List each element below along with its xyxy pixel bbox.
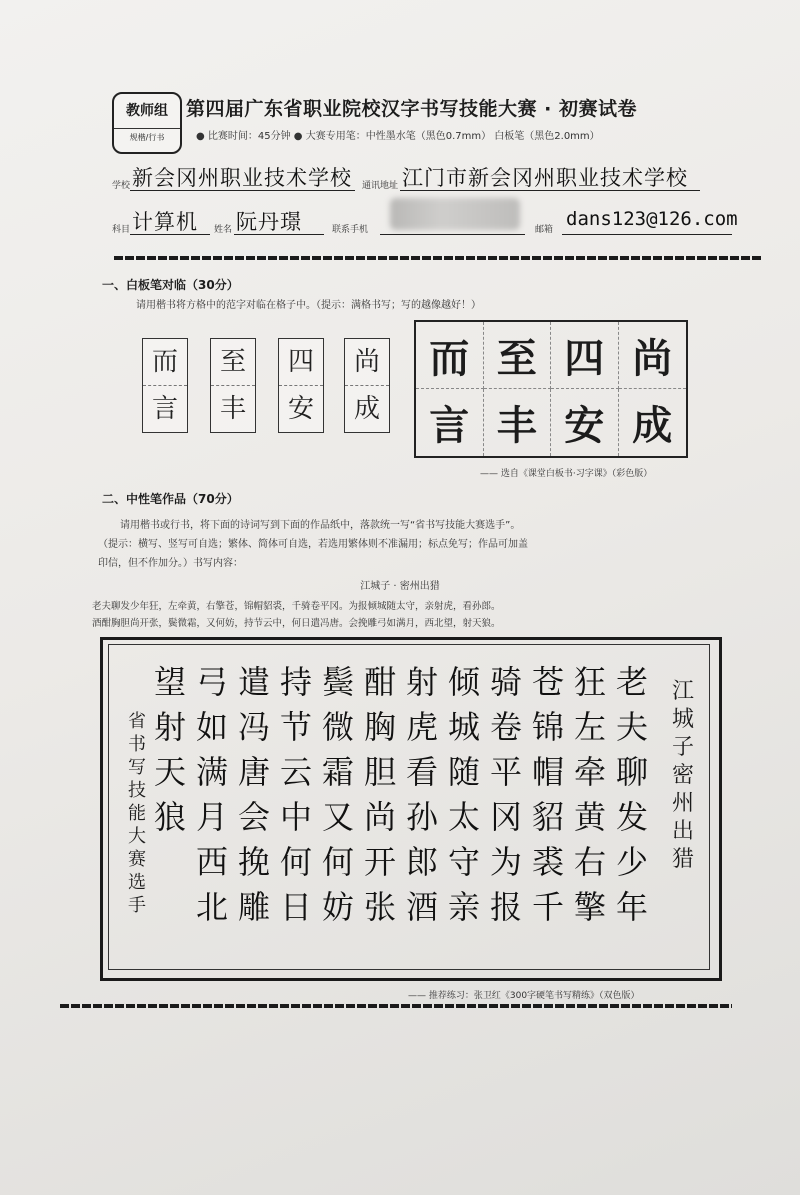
artwork-column [274,660,318,930]
section2-heading: 二、中性笔作品（70分） [102,492,239,506]
artwork-char: 挽 [237,843,270,881]
artwork-char: 孙 [405,798,438,836]
artwork-char: 黄 [573,798,606,836]
artwork-char: 发 [615,798,648,836]
artwork-char: 会 [237,798,270,836]
artwork-char: 月 [195,798,228,836]
artwork-char: 年 [615,888,648,926]
artwork-char: 苍 [531,663,564,701]
artwork-char: 射 [153,708,186,746]
artwork-signature-char: 能 [128,803,146,824]
section1-citation: —— 选自《课堂白板书·习字课》（彩色版） [480,469,653,479]
artwork-char: 遣 [237,663,270,701]
artwork-char: 郎 [405,843,438,881]
model-char: 成 [632,402,673,449]
artwork-char: 何 [279,843,312,881]
artwork-char: 雕 [237,888,270,926]
artwork-char: 妨 [321,888,354,926]
subject-underline [130,234,210,235]
artwork-char: 尚 [363,798,396,836]
model-character-grid [414,320,688,458]
model-char: 言 [416,389,484,456]
subject-value: 计算机 [132,210,198,234]
artwork-signature-char: 选 [128,872,146,893]
name-underline [234,234,324,235]
artwork-char: 节 [279,708,312,746]
artwork-char: 日 [279,888,312,926]
phone-label: 联系手机 [332,225,369,235]
artwork-char: 右 [573,843,606,881]
artwork-signature-char: 写 [128,757,146,778]
artwork-signature-char: 省 [128,711,146,732]
name-value: 阮丹璟 [236,210,302,234]
exam-title: 第四届广东省职业院校汉字书写技能大赛 · 初赛试卷 [186,98,637,120]
artwork-char: 唐 [237,753,270,791]
model-char: 尚 [619,322,687,389]
school-label: 学校 [112,181,131,191]
artwork-char: 望 [153,663,186,701]
artwork-char: 何 [321,843,354,881]
artwork-char: 貂 [531,798,564,836]
artwork-char: 狂 [573,663,606,701]
artwork-title-char: 江 [671,679,694,704]
artwork-char: 云 [279,753,312,791]
artwork-char: 如 [195,708,228,746]
artwork-title-char: 子 [671,735,694,760]
school-value: 新会冈州职业技术学校 [132,166,352,190]
practice-char: 丰 [211,385,255,432]
artwork-column [442,660,486,930]
email-underline [562,234,732,235]
artwork-title-char: 出 [671,819,694,844]
artwork-char: 又 [321,798,354,836]
email-value: dans123@126.com [566,208,738,230]
artwork-signature-char: 技 [128,780,146,801]
artwork-column [190,660,234,930]
artwork-column [358,660,402,930]
artwork-char: 城 [447,708,480,746]
artwork-char: 酒 [405,888,438,926]
artwork-char: 牵 [573,753,606,791]
artwork-char: 胆 [363,753,396,791]
poem-line-2: 酒酣胸胆尚开张，鬓微霜，又何妨，持节云中，何日遣冯唐。会挽雕弓如满月，西北望，射天狼。 [92,618,501,629]
model-char: 丰 [484,389,552,456]
artwork-char: 弓 [195,663,228,701]
model-char: 而 [416,322,484,389]
subject-label: 科目 [112,225,131,235]
artwork-column [400,660,444,930]
artwork-column [232,660,276,930]
practice-char: 四 [287,347,314,377]
artwork-char: 微 [321,708,354,746]
artwork-char: 霜 [321,753,354,791]
artwork-char: 老 [615,663,648,701]
artwork-char: 卷 [489,708,522,746]
artwork-char: 狼 [153,798,186,836]
artwork-char: 冈 [489,798,522,836]
artwork-char: 天 [153,753,186,791]
artwork-char: 看 [405,753,438,791]
model-char: 至 [484,322,552,389]
artwork-char: 太 [447,798,480,836]
artwork-char: 虎 [405,708,438,746]
artwork-char: 夫 [615,708,648,746]
artwork-signature-char: 赛 [128,849,146,870]
top-divider [114,256,762,260]
phone-value-redacted [390,198,520,230]
section1-instruction: 请用楷书将方格中的范字对临在格子中。（提示：满格书写；写的越像越好！） [136,300,481,311]
artwork-signature-char: 手 [128,895,146,916]
artwork-signature [124,710,150,917]
artwork-char: 张 [363,888,396,926]
artwork-char: 裘 [531,843,564,881]
school-underline [130,190,355,191]
artwork-char: 中 [279,798,312,836]
section1-heading: 一、白板笔对临（30分） [102,278,239,292]
artwork-char: 西 [195,843,228,881]
artwork-signature-char: 大 [128,826,146,847]
artwork-char: 持 [279,663,312,701]
artwork-char: 千 [531,888,564,926]
artwork-citation: —— 推荐练习：张卫红《300字硬笔书写精练》（双色版） [408,991,640,1001]
artwork-char: 倾 [447,663,480,701]
name-label: 姓名 [214,225,233,235]
artwork-title-char: 城 [671,707,694,732]
artwork-char: 左 [573,708,606,746]
poem-line-1: 老夫聊发少年狂，左牵黄，右擎苍，锦帽貂裘，千骑卷平冈。为报倾城随太守，亲射虎，看孙郎。 [92,601,501,612]
artwork-char: 平 [489,753,522,791]
practice-char: 言 [143,385,187,432]
email-label: 邮箱 [535,225,554,235]
practice-box-3 [278,338,324,433]
address-label: 通讯地址 [362,181,399,191]
artwork-column [148,660,192,840]
artwork-char: 酣 [363,663,396,701]
model-char: 安 [551,389,619,456]
address-value: 江门市新会冈州职业技术学校 [402,166,688,190]
artwork-char: 随 [447,753,480,791]
artwork-char: 帽 [531,753,564,791]
practice-char: 至 [219,347,246,377]
practice-char: 成 [345,385,389,432]
artwork-char: 为 [489,843,522,881]
artwork-char: 聊 [615,753,648,791]
artwork-column [610,660,654,930]
exam-notice: ● 比赛时间：45分钟 ● 大赛专用笔：中性墨水笔（黑色0.7mm） 白板笔（黑色2.0mm） [196,131,600,142]
practice-box-1 [142,338,188,433]
artwork-char: 冯 [237,708,270,746]
artwork-char: 报 [489,888,522,926]
artwork-char: 骑 [489,663,522,701]
artwork-column [484,660,528,930]
artwork-char: 开 [363,843,396,881]
practice-box-4 [344,338,390,433]
artwork-column [526,660,570,930]
group-badge [112,92,182,154]
artwork-column [568,660,612,930]
model-char: 四 [551,322,619,389]
badge-main-label: 教师组 [126,103,168,119]
artwork-char: 射 [405,663,438,701]
artwork-title-char: 密 [671,763,694,788]
section2-instruction-1: 请用楷书或行书，将下面的诗词写到下面的作品纸中，落款统一写“省书写技能大赛选手”。 [120,520,521,531]
artwork-char: 亲 [447,888,480,926]
artwork-char: 胸 [363,708,396,746]
artwork-char: 鬓 [321,663,354,701]
artwork-signature-char: 书 [128,734,146,755]
artwork-char: 守 [447,843,480,881]
practice-char: 尚 [353,347,380,377]
artwork-char: 满 [195,753,228,791]
artwork-title-char: 猎 [671,847,694,872]
practice-char: 而 [151,347,178,377]
bottom-divider [60,1004,732,1008]
practice-char: 安 [279,385,323,432]
artwork-title-char: 州 [671,791,694,816]
section2-instruction-3: 印信，但不作加分。）书写内容： [98,558,243,569]
section2-instruction-2: （提示：横写、竖写可自选；繁体、简体可自选，若选用繁体则不准漏用；标点免写；作品可加盖 [98,539,528,550]
artwork-column [316,660,360,930]
phone-underline [380,234,525,235]
badge-sub-label: 规楷/行书 [114,128,180,143]
artwork-char: 北 [195,888,228,926]
artwork-char: 锦 [531,708,564,746]
practice-box-2 [210,338,256,433]
artwork-char: 少 [615,843,648,881]
artwork-vertical-title [668,678,698,874]
poem-title: 江城子 · 密州出猎 [360,581,440,592]
artwork-char: 擎 [573,888,606,926]
address-underline [400,190,700,191]
